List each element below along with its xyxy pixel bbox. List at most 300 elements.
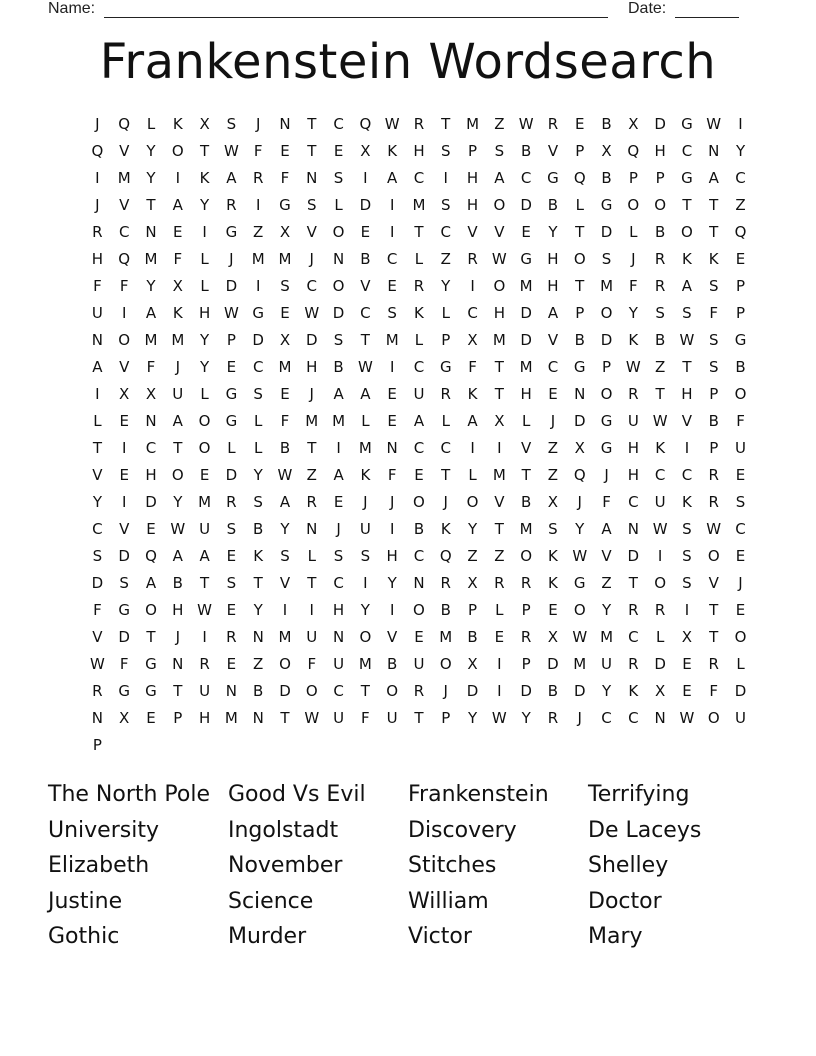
grid-letter[interactable]: M	[385, 331, 399, 349]
grid-letter[interactable]: W	[625, 358, 641, 376]
grid-letter[interactable]: G	[573, 574, 586, 592]
grid-letter[interactable]: M	[144, 250, 158, 268]
grid-letter[interactable]: C	[413, 439, 425, 457]
grid-letter[interactable]: O	[305, 682, 318, 700]
grid-letter[interactable]: E	[575, 115, 585, 133]
grid-letter[interactable]: E	[119, 466, 129, 484]
grid-letter[interactable]: P	[226, 331, 236, 349]
grid-letter[interactable]: C	[333, 115, 344, 133]
grid-letter[interactable]: S	[440, 196, 451, 214]
grid-letter[interactable]: I	[389, 358, 395, 376]
grid-letter[interactable]: W	[223, 142, 239, 160]
grid-letter[interactable]: Q	[118, 115, 131, 133]
grid-letter[interactable]: Y	[441, 277, 451, 295]
grid-letter[interactable]: S	[226, 115, 237, 133]
grid-letter[interactable]: A	[681, 277, 693, 295]
grid-letter[interactable]: R	[654, 277, 666, 295]
grid-letter[interactable]: F	[602, 493, 611, 511]
grid-letter[interactable]: E	[199, 466, 210, 484]
grid-letter[interactable]: E	[333, 142, 344, 160]
grid-letter[interactable]: A	[279, 493, 291, 511]
grid-letter[interactable]: D	[118, 628, 130, 646]
grid-letter[interactable]: F	[253, 142, 263, 160]
grid-letter[interactable]: B	[601, 169, 612, 187]
grid-letter[interactable]: I	[121, 304, 127, 322]
grid-letter[interactable]: W	[572, 628, 588, 646]
grid-letter[interactable]: V	[119, 520, 130, 538]
grid-letter[interactable]: D	[520, 682, 532, 700]
grid-letter[interactable]: T	[709, 196, 719, 214]
grid-letter[interactable]: A	[387, 169, 398, 187]
grid-letter[interactable]: Y	[601, 682, 612, 700]
grid-letter[interactable]: J	[604, 466, 609, 484]
grid-letter[interactable]: O	[359, 628, 372, 646]
grid-letter[interactable]: J	[175, 358, 180, 376]
grid-letter[interactable]: O	[145, 601, 157, 619]
grid-letter[interactable]: O	[466, 493, 479, 511]
grid-letter[interactable]: K	[628, 682, 639, 700]
grid-letter[interactable]: R	[413, 115, 425, 133]
name-blank-line[interactable]	[104, 17, 608, 18]
grid-letter[interactable]: V	[387, 628, 398, 646]
grid-letter[interactable]: C	[306, 277, 318, 295]
grid-letter[interactable]: U	[735, 439, 747, 457]
grid-letter[interactable]: B	[547, 682, 559, 700]
grid-letter[interactable]: Z	[306, 466, 317, 484]
grid-letter[interactable]: G	[439, 358, 452, 376]
grid-letter[interactable]: Y	[92, 493, 102, 511]
grid-letter[interactable]: L	[146, 115, 156, 133]
grid-letter[interactable]: X	[494, 412, 505, 430]
grid-letter[interactable]: T	[360, 331, 370, 349]
grid-letter[interactable]: T	[628, 574, 638, 592]
grid-letter[interactable]: O	[493, 277, 506, 295]
grid-letter[interactable]: J	[229, 250, 234, 268]
grid-letter[interactable]: T	[682, 196, 692, 214]
grid-letter[interactable]: S	[548, 520, 558, 538]
grid-letter[interactable]: B	[521, 493, 532, 511]
grid-letter[interactable]: T	[360, 682, 370, 700]
grid-letter[interactable]: G	[547, 169, 559, 187]
grid-letter[interactable]: M	[224, 709, 238, 727]
grid-letter[interactable]: F	[93, 601, 102, 619]
grid-letter[interactable]: Y	[146, 142, 156, 160]
grid-letter[interactable]: Z	[467, 547, 478, 565]
grid-letter[interactable]: S	[119, 574, 129, 592]
grid-letter[interactable]: M	[278, 250, 292, 268]
grid-letter[interactable]: A	[494, 169, 505, 187]
grid-letter[interactable]: X	[279, 223, 291, 241]
grid-letter[interactable]: G	[118, 601, 130, 619]
grid-letter[interactable]: J	[443, 493, 448, 511]
grid-letter[interactable]: K	[360, 466, 371, 484]
grid-letter[interactable]: H	[386, 547, 398, 565]
grid-letter[interactable]: I	[389, 520, 395, 538]
grid-letter[interactable]: A	[333, 466, 344, 484]
grid-letter[interactable]: W	[679, 709, 695, 727]
grid-letter[interactable]: R	[654, 601, 666, 619]
grid-letter[interactable]: Q	[573, 169, 586, 187]
grid-letter[interactable]: S	[226, 574, 237, 592]
grid-letter[interactable]: S	[333, 331, 344, 349]
grid-letter[interactable]: J	[577, 709, 582, 727]
grid-letter[interactable]: T	[200, 142, 210, 160]
grid-letter[interactable]: W	[304, 709, 320, 727]
grid-letter[interactable]: Y	[146, 277, 156, 295]
grid-letter[interactable]: G	[681, 115, 693, 133]
grid-letter[interactable]: S	[655, 304, 665, 322]
grid-letter[interactable]: T	[307, 142, 317, 160]
grid-letter[interactable]: Q	[91, 142, 104, 160]
grid-letter[interactable]: F	[119, 655, 129, 673]
grid-letter[interactable]: H	[627, 466, 639, 484]
grid-letter[interactable]: U	[601, 655, 613, 673]
grid-letter[interactable]: S	[601, 250, 612, 268]
grid-letter[interactable]: C	[547, 358, 559, 376]
grid-letter[interactable]: V	[279, 574, 291, 592]
grid-letter[interactable]: P	[575, 304, 585, 322]
grid-letter[interactable]: B	[172, 574, 183, 592]
grid-letter[interactable]: S	[682, 574, 692, 592]
grid-letter[interactable]: E	[682, 655, 692, 673]
grid-letter[interactable]: I	[255, 196, 261, 214]
grid-letter[interactable]: L	[200, 250, 209, 268]
grid-letter[interactable]: U	[306, 628, 318, 646]
grid-letter[interactable]: H	[306, 358, 318, 376]
grid-letter[interactable]: I	[202, 628, 207, 646]
grid-letter[interactable]: O	[332, 277, 345, 295]
grid-letter[interactable]: P	[468, 142, 478, 160]
grid-letter[interactable]: J	[255, 115, 261, 133]
grid-letter[interactable]: L	[254, 439, 263, 457]
grid-letter[interactable]: N	[91, 331, 104, 349]
grid-letter[interactable]: O	[600, 385, 613, 403]
grid-letter[interactable]: I	[470, 439, 475, 457]
grid-letter[interactable]: N	[332, 250, 345, 268]
grid-letter[interactable]: T	[709, 628, 719, 646]
grid-letter[interactable]: Y	[253, 466, 263, 484]
grid-letter[interactable]: S	[494, 142, 505, 160]
grid-letter[interactable]: R	[226, 196, 237, 214]
grid-letter[interactable]: H	[172, 601, 184, 619]
grid-letter[interactable]: L	[93, 412, 102, 430]
grid-letter[interactable]: Z	[654, 358, 666, 376]
grid-letter[interactable]: K	[682, 493, 692, 511]
grid-letter[interactable]: R	[92, 682, 103, 700]
grid-letter[interactable]: M	[278, 628, 292, 646]
grid-letter[interactable]: R	[413, 277, 425, 295]
grid-letter[interactable]: F	[629, 277, 638, 295]
grid-letter[interactable]: B	[521, 142, 532, 160]
grid-letter[interactable]: C	[628, 709, 639, 727]
grid-letter[interactable]: S	[440, 142, 451, 160]
grid-letter[interactable]: M	[600, 277, 614, 295]
grid-letter[interactable]: M	[519, 358, 533, 376]
grid-letter[interactable]: N	[145, 223, 157, 241]
grid-letter[interactable]: R	[252, 169, 264, 187]
grid-letter[interactable]: R	[628, 601, 639, 619]
grid-letter[interactable]: F	[280, 412, 290, 430]
grid-letter[interactable]: D	[252, 331, 264, 349]
grid-letter[interactable]: N	[252, 628, 264, 646]
grid-letter[interactable]: D	[466, 682, 479, 700]
grid-letter[interactable]: V	[119, 196, 130, 214]
grid-letter[interactable]: R	[654, 250, 666, 268]
grid-letter[interactable]: O	[734, 628, 747, 646]
grid-letter[interactable]: E	[333, 493, 344, 511]
grid-letter[interactable]: E	[494, 628, 505, 646]
grid-letter[interactable]: D	[118, 547, 130, 565]
grid-letter[interactable]: O	[520, 547, 533, 565]
grid-letter[interactable]: C	[735, 169, 746, 187]
grid-letter[interactable]: U	[199, 682, 211, 700]
grid-letter[interactable]: O	[707, 547, 720, 565]
grid-letter[interactable]: I	[309, 601, 314, 619]
grid-letter[interactable]: O	[279, 655, 291, 673]
grid-letter[interactable]: K	[548, 547, 558, 565]
grid-letter[interactable]: D	[225, 466, 238, 484]
grid-letter[interactable]: T	[200, 574, 210, 592]
grid-letter[interactable]: A	[547, 304, 559, 322]
grid-letter[interactable]: A	[333, 385, 344, 403]
grid-letter[interactable]: R	[547, 115, 559, 133]
grid-letter[interactable]: F	[173, 250, 183, 268]
grid-letter[interactable]: V	[306, 223, 317, 241]
grid-letter[interactable]: L	[655, 628, 665, 646]
grid-letter[interactable]: Y	[280, 520, 290, 538]
grid-letter[interactable]: D	[547, 655, 559, 673]
grid-letter[interactable]: X	[547, 493, 559, 511]
grid-letter[interactable]: E	[735, 601, 746, 619]
grid-letter[interactable]: R	[708, 655, 719, 673]
grid-letter[interactable]: L	[334, 196, 343, 214]
grid-letter[interactable]: U	[413, 385, 425, 403]
grid-letter[interactable]: C	[386, 250, 398, 268]
grid-letter[interactable]: M	[251, 250, 265, 268]
grid-letter[interactable]: S	[735, 493, 746, 511]
grid-letter[interactable]: E	[521, 223, 531, 241]
grid-letter[interactable]: A	[172, 196, 183, 214]
grid-letter[interactable]: Y	[575, 520, 585, 538]
grid-letter[interactable]: W	[304, 304, 320, 322]
grid-letter[interactable]: F	[387, 466, 397, 484]
grid-letter[interactable]: S	[708, 331, 719, 349]
grid-letter[interactable]: W	[572, 547, 588, 565]
grid-letter[interactable]: Y	[360, 601, 370, 619]
grid-letter[interactable]: K	[467, 385, 478, 403]
grid-letter[interactable]: I	[738, 115, 743, 133]
grid-letter[interactable]: E	[548, 385, 558, 403]
grid-letter[interactable]: K	[387, 142, 398, 160]
grid-letter[interactable]: O	[413, 493, 425, 511]
grid-letter[interactable]: W	[652, 412, 668, 430]
grid-letter[interactable]: K	[253, 547, 264, 565]
grid-letter[interactable]: V	[92, 628, 103, 646]
grid-letter[interactable]: I	[389, 601, 395, 619]
grid-letter[interactable]: H	[681, 385, 693, 403]
grid-letter[interactable]: N	[708, 142, 720, 160]
grid-letter[interactable]: X	[601, 142, 612, 160]
grid-letter[interactable]: B	[440, 601, 451, 619]
grid-letter[interactable]: R	[628, 385, 639, 403]
grid-letter[interactable]: K	[548, 574, 558, 592]
grid-letter[interactable]: E	[360, 223, 371, 241]
grid-letter[interactable]: Z	[494, 115, 505, 133]
grid-letter[interactable]: J	[336, 520, 341, 538]
grid-letter[interactable]: S	[333, 547, 344, 565]
grid-letter[interactable]: I	[497, 439, 502, 457]
grid-letter[interactable]: I	[363, 574, 368, 592]
grid-letter[interactable]: Z	[253, 655, 264, 673]
grid-letter[interactable]: N	[654, 709, 666, 727]
grid-letter[interactable]: H	[332, 601, 345, 619]
grid-letter[interactable]: E	[387, 277, 397, 295]
grid-letter[interactable]: T	[253, 574, 263, 592]
grid-letter[interactable]: L	[441, 304, 450, 322]
grid-letter[interactable]: U	[627, 412, 639, 430]
grid-letter[interactable]: Y	[387, 574, 397, 592]
grid-letter[interactable]: S	[708, 358, 719, 376]
grid-letter[interactable]: O	[439, 655, 452, 673]
grid-letter[interactable]: R	[226, 628, 237, 646]
grid-letter[interactable]: W	[652, 520, 668, 538]
grid-letter[interactable]: L	[361, 412, 370, 430]
grid-letter[interactable]: P	[736, 277, 746, 295]
grid-letter[interactable]: Y	[735, 142, 746, 160]
grid-letter[interactable]: O	[386, 682, 399, 700]
grid-letter[interactable]: U	[333, 655, 345, 673]
grid-letter[interactable]: G	[279, 196, 291, 214]
grid-letter[interactable]: F	[709, 682, 719, 700]
grid-letter[interactable]: H	[413, 142, 425, 160]
grid-letter[interactable]: E	[280, 142, 290, 160]
grid-letter[interactable]: B	[387, 655, 398, 673]
grid-letter[interactable]: Q	[573, 466, 586, 484]
grid-letter[interactable]: T	[307, 439, 317, 457]
grid-letter[interactable]: Z	[601, 574, 612, 592]
grid-letter[interactable]: N	[91, 709, 104, 727]
grid-letter[interactable]: I	[470, 277, 475, 295]
grid-letter[interactable]: Y	[253, 601, 263, 619]
grid-letter[interactable]: Q	[439, 547, 452, 565]
grid-letter[interactable]: S	[682, 304, 692, 322]
grid-letter[interactable]: V	[547, 142, 559, 160]
grid-letter[interactable]: I	[255, 277, 261, 295]
grid-letter[interactable]: M	[358, 439, 372, 457]
grid-letter[interactable]: O	[573, 250, 586, 268]
grid-letter[interactable]: P	[521, 601, 531, 619]
grid-letter[interactable]: F	[361, 709, 370, 727]
grid-letter[interactable]: X	[467, 331, 478, 349]
grid-letter[interactable]: H	[466, 169, 479, 187]
grid-letter[interactable]: X	[628, 115, 639, 133]
grid-letter[interactable]: U	[359, 520, 371, 538]
grid-letter[interactable]: J	[738, 574, 743, 592]
grid-letter[interactable]: S	[280, 547, 290, 565]
grid-letter[interactable]: O	[413, 601, 425, 619]
date-blank-line[interactable]	[675, 17, 739, 18]
grid-letter[interactable]: O	[627, 196, 640, 214]
grid-letter[interactable]: A	[92, 358, 103, 376]
grid-letter[interactable]: O	[654, 196, 667, 214]
grid-letter[interactable]: B	[253, 682, 264, 700]
grid-letter[interactable]: T	[575, 223, 585, 241]
grid-letter[interactable]: D	[225, 277, 238, 295]
grid-letter[interactable]: G	[118, 682, 130, 700]
grid-letter[interactable]: E	[414, 466, 424, 484]
grid-letter[interactable]: V	[681, 412, 693, 430]
grid-letter[interactable]: B	[467, 628, 478, 646]
grid-letter[interactable]: K	[172, 115, 183, 133]
grid-letter[interactable]: J	[175, 628, 180, 646]
grid-letter[interactable]: Y	[467, 520, 478, 538]
grid-letter[interactable]: V	[494, 493, 505, 511]
grid-letter[interactable]: V	[119, 358, 130, 376]
grid-letter[interactable]: T	[146, 196, 156, 214]
grid-letter[interactable]: E	[226, 601, 237, 619]
grid-letter[interactable]: G	[252, 304, 264, 322]
grid-letter[interactable]: M	[492, 466, 506, 484]
grid-letter[interactable]: H	[627, 439, 639, 457]
grid-letter[interactable]: E	[387, 412, 397, 430]
grid-letter[interactable]: Y	[173, 493, 183, 511]
grid-letter[interactable]: Y	[521, 709, 531, 727]
grid-letter[interactable]: C	[628, 493, 639, 511]
grid-letter[interactable]: D	[600, 331, 613, 349]
grid-letter[interactable]: N	[279, 115, 291, 133]
grid-letter[interactable]: M	[519, 520, 533, 538]
grid-letter[interactable]: R	[494, 574, 505, 592]
grid-letter[interactable]: Z	[253, 223, 264, 241]
grid-letter[interactable]: P	[655, 169, 665, 187]
grid-letter[interactable]: W	[706, 115, 722, 133]
grid-letter[interactable]: S	[253, 385, 263, 403]
grid-letter[interactable]: O	[118, 331, 131, 349]
grid-letter[interactable]: E	[735, 250, 746, 268]
grid-letter[interactable]: S	[682, 547, 692, 565]
grid-letter[interactable]: B	[333, 358, 344, 376]
grid-letter[interactable]: X	[467, 574, 478, 592]
grid-letter[interactable]: Q	[145, 547, 157, 565]
grid-letter[interactable]: Y	[200, 196, 210, 214]
grid-letter[interactable]: M	[305, 412, 319, 430]
grid-letter[interactable]: M	[573, 655, 587, 673]
grid-letter[interactable]: L	[414, 250, 424, 268]
grid-letter[interactable]: H	[654, 142, 666, 160]
grid-letter[interactable]: S	[708, 277, 719, 295]
grid-letter[interactable]: R	[440, 385, 451, 403]
grid-letter[interactable]: P	[628, 169, 638, 187]
grid-letter[interactable]: K	[682, 250, 692, 268]
grid-letter[interactable]: E	[280, 304, 290, 322]
grid-letter[interactable]: I	[389, 196, 395, 214]
grid-letter[interactable]: W	[384, 115, 400, 133]
grid-letter[interactable]: M	[600, 628, 614, 646]
grid-letter[interactable]: H	[547, 277, 559, 295]
grid-letter[interactable]: G	[225, 412, 238, 430]
grid-letter[interactable]: H	[493, 304, 505, 322]
grid-letter[interactable]: E	[735, 466, 746, 484]
grid-letter[interactable]: X	[681, 628, 693, 646]
grid-letter[interactable]: W	[357, 358, 373, 376]
grid-letter[interactable]: J	[95, 196, 100, 214]
grid-letter[interactable]: R	[413, 682, 425, 700]
grid-letter[interactable]: E	[682, 682, 692, 700]
grid-letter[interactable]: G	[520, 250, 532, 268]
grid-letter[interactable]: V	[467, 223, 478, 241]
grid-letter[interactable]: H	[145, 466, 157, 484]
grid-letter[interactable]: W	[89, 655, 105, 673]
